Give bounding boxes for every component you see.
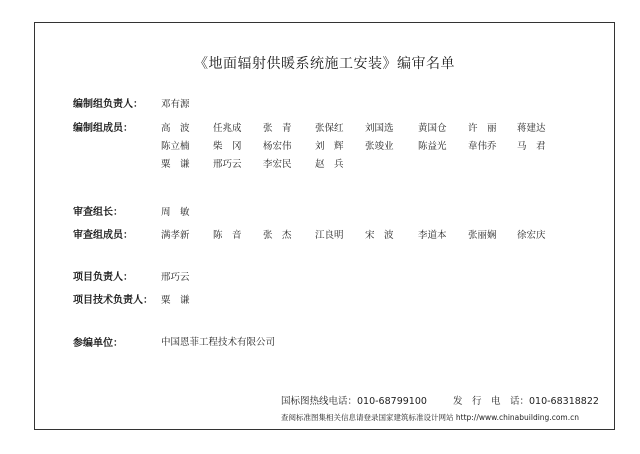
chief-editor-label: 编制组负责人：: [73, 99, 143, 110]
editor-name: 杨宏伟: [263, 141, 292, 152]
editor-name: 黄国仓: [418, 123, 447, 134]
project-tech-lead-label: 项目技术负责人：: [73, 295, 153, 306]
reviewer-name: 徐宏庆: [517, 230, 546, 241]
reviewer-name: 宋 波: [365, 230, 394, 241]
editor-name: 任兆成: [213, 123, 242, 134]
reviewer-name: 张丽娴: [468, 230, 497, 241]
editor-name: 高 波: [161, 123, 190, 134]
website-notice: 查阅标准图集相关信息请登录国家建筑标准设计网站 http://www.chinabuilding.com.cn: [281, 413, 579, 422]
editor-name: 许 丽: [468, 123, 497, 134]
participant-name: 中国恩菲工程技术有限公司: [161, 337, 276, 348]
reviewer-name: 张 杰: [263, 230, 292, 241]
project-tech-lead-name: 粟 谦: [161, 295, 190, 306]
editor-name: 陈立楠: [161, 141, 190, 152]
editor-name: 张保红: [315, 123, 344, 134]
review-leader-name: 周 敏: [161, 207, 190, 218]
editor-name: 刘国选: [365, 123, 394, 134]
distribution-phone-text: 发 行 电 话：010-68318822: [453, 396, 599, 407]
editors-label: 编制组成员：: [73, 123, 133, 134]
editor-name: 蒋建达: [517, 123, 546, 134]
editor-name: 张 青: [263, 123, 292, 134]
editor-name: 刘 辉: [315, 141, 344, 152]
reviewer-name: 满孝新: [161, 230, 190, 241]
editor-name: 韋伟乔: [468, 141, 497, 152]
hotline-text: 国标图热线电话：010-68799100: [281, 396, 427, 407]
editor-name: 李宏民: [263, 159, 292, 170]
editor-name: 赵 兵: [315, 159, 344, 170]
editor-name: 柴 冈: [213, 141, 242, 152]
reviewer-name: 李道本: [418, 230, 447, 241]
review-leader-label: 审查组长：: [73, 207, 123, 218]
project-lead-label: 项目负责人：: [73, 272, 133, 283]
chief-editor-name: 邓有源: [161, 99, 190, 110]
reviewer-name: 陈 音: [213, 230, 242, 241]
editor-name: 陈益光: [418, 141, 447, 152]
editor-name: 邢巧云: [213, 159, 242, 170]
document-frame: [34, 22, 615, 430]
reviewer-name: 江良明: [315, 230, 344, 241]
editor-name: 粟 谦: [161, 159, 190, 170]
reviewers-label: 审查组成员：: [73, 230, 133, 241]
project-lead-name: 邢巧云: [161, 272, 190, 283]
editor-name: 马 君: [517, 141, 546, 152]
editor-name: 张竣业: [365, 141, 394, 152]
participant-label: 参编单位：: [73, 338, 123, 349]
document-title: 《地面辐射供暖系统施工安装》编审名单: [194, 56, 455, 72]
